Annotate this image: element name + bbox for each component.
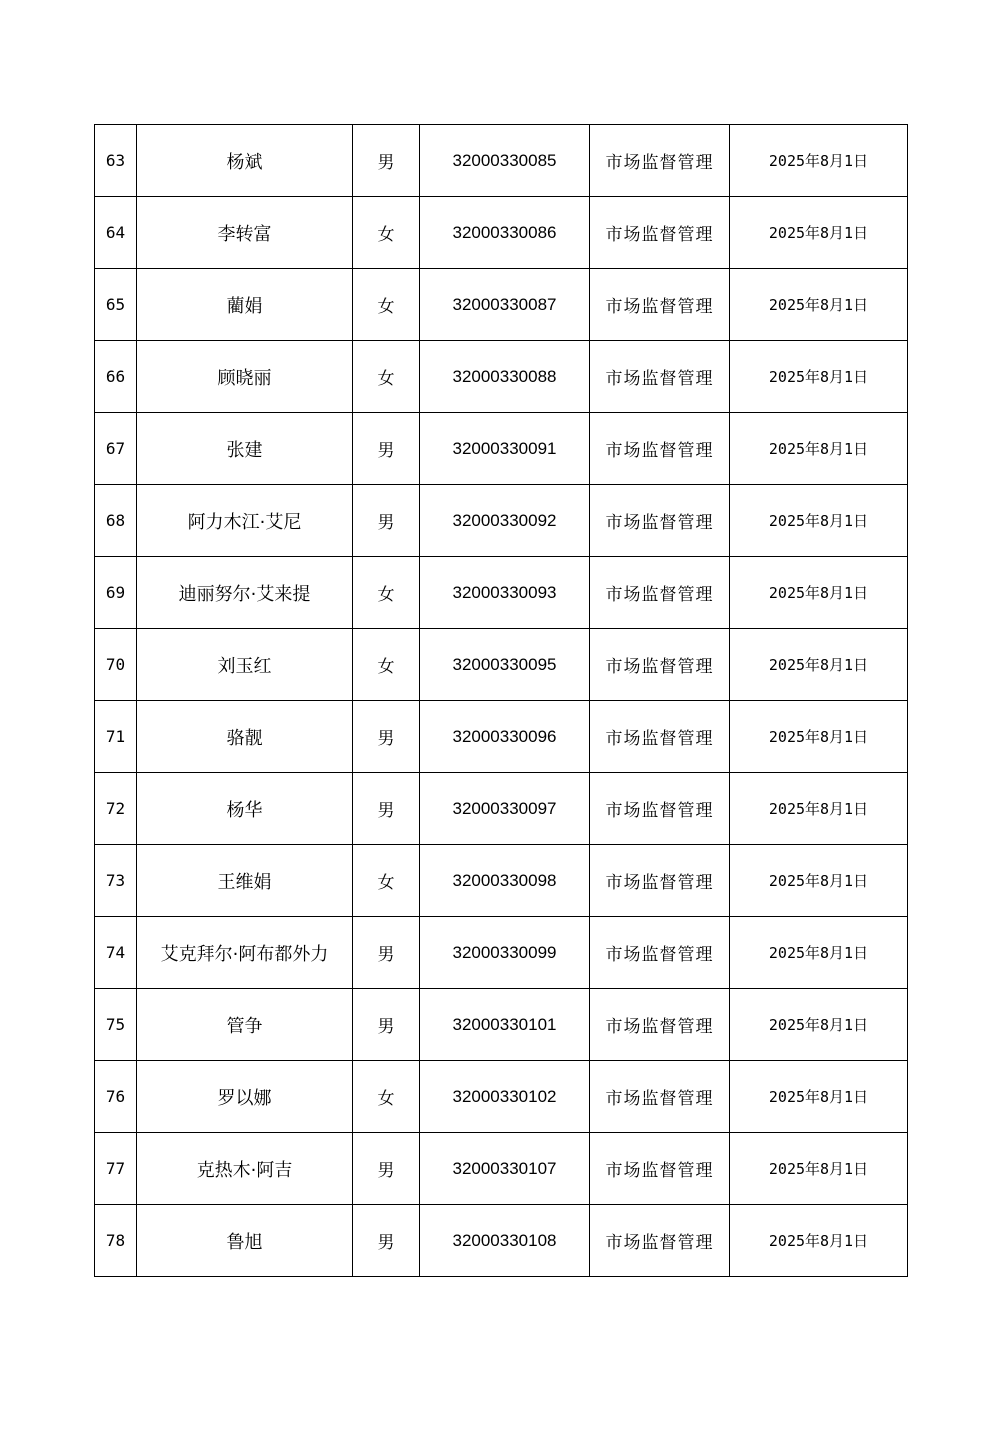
row-number: 66: [95, 341, 137, 413]
gender: 男: [353, 485, 420, 557]
certificate-number: 32000330086: [420, 197, 590, 269]
certificate-number: 32000330092: [420, 485, 590, 557]
date: 2025年8月1日: [730, 1061, 908, 1133]
date: 2025年8月1日: [730, 1133, 908, 1205]
gender: 男: [353, 917, 420, 989]
certificate-number: 32000330085: [420, 125, 590, 197]
category: 市场监督管理: [590, 1061, 730, 1133]
person-name: 阿力木江·艾尼: [137, 485, 353, 557]
gender: 男: [353, 989, 420, 1061]
row-number: 69: [95, 557, 137, 629]
gender: 女: [353, 197, 420, 269]
row-number: 71: [95, 701, 137, 773]
table-row: [95, 413, 908, 485]
table-row: [95, 1133, 908, 1205]
row-number: 68: [95, 485, 137, 557]
person-name: 克热木·阿吉: [137, 1133, 353, 1205]
table-row: [95, 1205, 908, 1277]
category: 市场监督管理: [590, 557, 730, 629]
date: 2025年8月1日: [730, 197, 908, 269]
gender: 女: [353, 341, 420, 413]
roster-table: [94, 124, 908, 1277]
date: 2025年8月1日: [730, 989, 908, 1061]
category: 市场监督管理: [590, 341, 730, 413]
category: 市场监督管理: [590, 197, 730, 269]
person-name: 李转富: [137, 197, 353, 269]
gender: 女: [353, 269, 420, 341]
category: 市场监督管理: [590, 989, 730, 1061]
certificate-number: 32000330087: [420, 269, 590, 341]
person-name: 管争: [137, 989, 353, 1061]
date: 2025年8月1日: [730, 917, 908, 989]
certificate-number: 32000330093: [420, 557, 590, 629]
category: 市场监督管理: [590, 701, 730, 773]
person-name: 骆靓: [137, 701, 353, 773]
certificate-number: 32000330091: [420, 413, 590, 485]
row-number: 63: [95, 125, 137, 197]
category: 市场监督管理: [590, 125, 730, 197]
row-number: 73: [95, 845, 137, 917]
category: 市场监督管理: [590, 773, 730, 845]
person-name: 张建: [137, 413, 353, 485]
gender: 男: [353, 773, 420, 845]
gender: 男: [353, 413, 420, 485]
date: 2025年8月1日: [730, 701, 908, 773]
table-row: [95, 989, 908, 1061]
table-row: [95, 1061, 908, 1133]
gender: 女: [353, 845, 420, 917]
gender: 男: [353, 1205, 420, 1277]
row-number: 74: [95, 917, 137, 989]
certificate-number: 32000330099: [420, 917, 590, 989]
date: 2025年8月1日: [730, 629, 908, 701]
person-name: 迪丽努尔·艾来提: [137, 557, 353, 629]
date: 2025年8月1日: [730, 413, 908, 485]
category: 市场监督管理: [590, 1133, 730, 1205]
row-number: 78: [95, 1205, 137, 1277]
row-number: 77: [95, 1133, 137, 1205]
table-row: [95, 701, 908, 773]
category: 市场监督管理: [590, 485, 730, 557]
table-row: [95, 269, 908, 341]
certificate-number: 32000330098: [420, 845, 590, 917]
table-row: [95, 485, 908, 557]
person-name: 王维娟: [137, 845, 353, 917]
date: 2025年8月1日: [730, 557, 908, 629]
date: 2025年8月1日: [730, 773, 908, 845]
row-number: 70: [95, 629, 137, 701]
table-row: [95, 629, 908, 701]
person-name: 顾晓丽: [137, 341, 353, 413]
table-row: [95, 197, 908, 269]
date: 2025年8月1日: [730, 1205, 908, 1277]
person-name: 杨斌: [137, 125, 353, 197]
certificate-number: 32000330088: [420, 341, 590, 413]
person-name: 罗以娜: [137, 1061, 353, 1133]
date: 2025年8月1日: [730, 485, 908, 557]
date: 2025年8月1日: [730, 125, 908, 197]
row-number: 75: [95, 989, 137, 1061]
table-row: [95, 341, 908, 413]
date: 2025年8月1日: [730, 845, 908, 917]
person-name: 鲁旭: [137, 1205, 353, 1277]
gender: 女: [353, 1061, 420, 1133]
row-number: 72: [95, 773, 137, 845]
row-number: 64: [95, 197, 137, 269]
gender: 男: [353, 701, 420, 773]
roster-table-body: [95, 125, 908, 1277]
gender: 女: [353, 557, 420, 629]
table-row: [95, 125, 908, 197]
category: 市场监督管理: [590, 269, 730, 341]
person-name: 艾克拜尔·阿布都外力: [137, 917, 353, 989]
gender: 女: [353, 629, 420, 701]
certificate-number: 32000330097: [420, 773, 590, 845]
table-row: [95, 845, 908, 917]
category: 市场监督管理: [590, 845, 730, 917]
category: 市场监督管理: [590, 629, 730, 701]
certificate-number: 32000330102: [420, 1061, 590, 1133]
person-name: 刘玉红: [137, 629, 353, 701]
category: 市场监督管理: [590, 413, 730, 485]
certificate-number: 32000330096: [420, 701, 590, 773]
row-number: 76: [95, 1061, 137, 1133]
table-row: [95, 917, 908, 989]
category: 市场监督管理: [590, 1205, 730, 1277]
gender: 男: [353, 125, 420, 197]
certificate-number: 32000330101: [420, 989, 590, 1061]
gender: 男: [353, 1133, 420, 1205]
person-name: 杨华: [137, 773, 353, 845]
row-number: 65: [95, 269, 137, 341]
date: 2025年8月1日: [730, 341, 908, 413]
category: 市场监督管理: [590, 917, 730, 989]
person-name: 藺娟: [137, 269, 353, 341]
table-row: [95, 557, 908, 629]
certificate-number: 32000330107: [420, 1133, 590, 1205]
row-number: 67: [95, 413, 137, 485]
table-row: [95, 773, 908, 845]
certificate-number: 32000330095: [420, 629, 590, 701]
date: 2025年8月1日: [730, 269, 908, 341]
certificate-number: 32000330108: [420, 1205, 590, 1277]
